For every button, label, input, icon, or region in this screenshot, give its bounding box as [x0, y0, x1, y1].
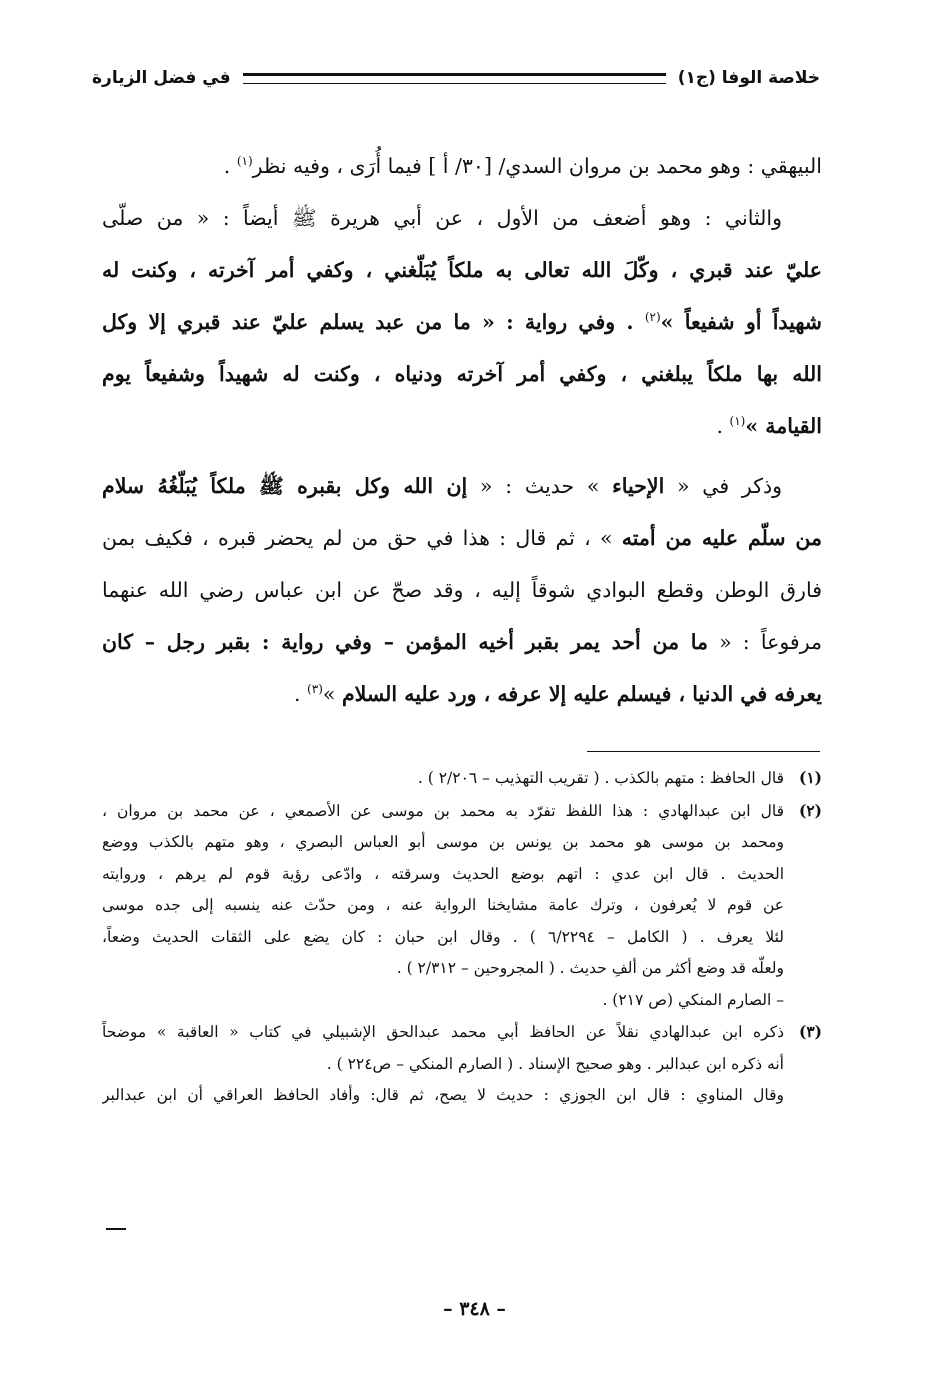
header-double-rule [243, 73, 666, 84]
footnote-ref: (٢) [644, 310, 661, 325]
footnote-2-line-1: (٢)قال ابن عبدالهادي : هذا اللفظ تفرّد به محمد بن موسى عن الأصمعي ، عن محمد بن مروان ، [102, 795, 822, 828]
footnote-2-line-6: ولعلّه قد وضع أكثر من ألفِ حديث . ( المجروحين – ٢/٣١٢ ) . [396, 959, 784, 977]
footnote-2-line-3: الحديث . قال ابن عدي : اتهم بوضع الحديث وسرقته ، وادّعى رؤية قوم لم يرهم ، وروايته [102, 864, 785, 883]
continuation-dash [106, 1228, 126, 1230]
footnote-2-line-4: عن قوم لا يُعرفون ، وترك عامة مشايخنا الرواية عنه ، ومن حدّث عنه ينسبه إلى جده موسى [102, 896, 784, 914]
page-number: – ٣٤٨ – [443, 1298, 506, 1320]
paragraph-2-line-3: شهيداً أو شفيعاً »$^{(٢)}$ . وفي رواية : « ما من عبد يسلم عليّ عند قبري إلا وكل [102, 310, 822, 334]
running-header [92, 60, 820, 96]
paragraph-3-line-4: مرفوعاً : « ما من أحد يمر بقبر أخيه المؤمن – وفي رواية : بقبر رجل – كان [102, 630, 822, 654]
paragraph-3-line-5: يعرفه في الدنيا ، فيسلم عليه إلا عرفه ، ورد عليه السلام »$^{(٣)}$ . [294, 682, 822, 706]
paragraph-gap [102, 452, 822, 460]
paragraph-2-line-4: الله بها ملكاً يبلغني ، وكفي أمر آخرته ودنياه ، وكنت له شهيداً وشفيعاً يوم [102, 362, 822, 386]
footnotes [102, 762, 822, 1112]
footnote-1: (١)قال الحافظ : متهم بالكذب . ( تقريب التهذيب – ٢/٢٠٦ ) . [102, 762, 822, 795]
footnote-number: (٣) [798, 1022, 822, 1041]
paragraph-2-line-2: عليّ عند قبري ، وكّلَ الله تعالى به ملكاً يُبَلّغني ، وكفي أمر آخرته ، وكنت له [102, 258, 822, 282]
footnote-number: (١) [798, 768, 822, 787]
paragraph-3-line-3: فارق الوطن وقطع البوادي شوقاً إليه ، وقد صحّ عن ابن عباس رضي الله عنهما [102, 578, 822, 602]
footnote-number: (٢) [798, 800, 822, 820]
footnote-separator [587, 751, 820, 752]
footnote-ref: (٣) [307, 682, 323, 697]
footnote-ref: (١) [729, 414, 746, 429]
footnote-2-line-7: – الصارم المنكي (ص ٢١٧) . [602, 990, 784, 1009]
footnote-2-line-5: لئلا يعرف . ( الكامل – ٦/٢٢٩٤ ) . وقال ابن حبان : كان يضع على الثقات الحديث وضعاً، [102, 927, 785, 946]
footnote-3-line-2: أنه ذكره ابن عبدالبر . وهو صحيح الإسناد . ( الصارم المنكي – ص٢٢٤ ) . [326, 1054, 784, 1073]
paragraph-2-line-5: القيامة »$^{(١)}$ . [716, 414, 822, 438]
main-text [102, 140, 822, 720]
paragraph-1-line-1: البيهقي : وهو محمد بن مروان السدي/ [٣٠/ أ ] فيما أُرَى ، وفيه نظر$^{(١)}$ . [223, 154, 822, 178]
header-book-title: خلاصة الوفا (ج١) [677, 68, 820, 88]
footnote-3-line-3: وقال المناوي : قال ابن الجوزي : حديث لا يصح، ثم قال: وأفاد الحافظ العراقي أن ابن عبدالبر [102, 1086, 784, 1104]
paragraph-3-line-1: وذكر في « الإحياء » حديث : « إن الله وكل بقبره ﷺ ملكاً يُبَلّغُهُ سلام [102, 474, 783, 498]
header-section-title: في فضل الزيارة [92, 68, 231, 88]
paragraph-3-line-2: من سلّم عليه من أمته » ، ثم قال : هذا في حق من لم يحضر قبره ، فكيف بمن [102, 526, 822, 550]
footnote-2-line-2: ومحمد بن موسى هو محمد بن يونس بن موسى أبو العباس البصري ، وهو متهم بالكذب ووضع [102, 833, 784, 851]
paragraph-2-line-1: والثاني : وهو أضعف من الأول ، عن أبي هريرة ﷺ أيضاً : « من صلّى [102, 206, 782, 230]
footnote-ref: (١) [236, 154, 253, 169]
footnote-3-line-1: (٣)ذكره ابن عبدالهادي نقلاً عن الحافظ أبي محمد عبدالحق الإشبيلي في كتاب « العاقبة » موضحاً [102, 1016, 822, 1049]
